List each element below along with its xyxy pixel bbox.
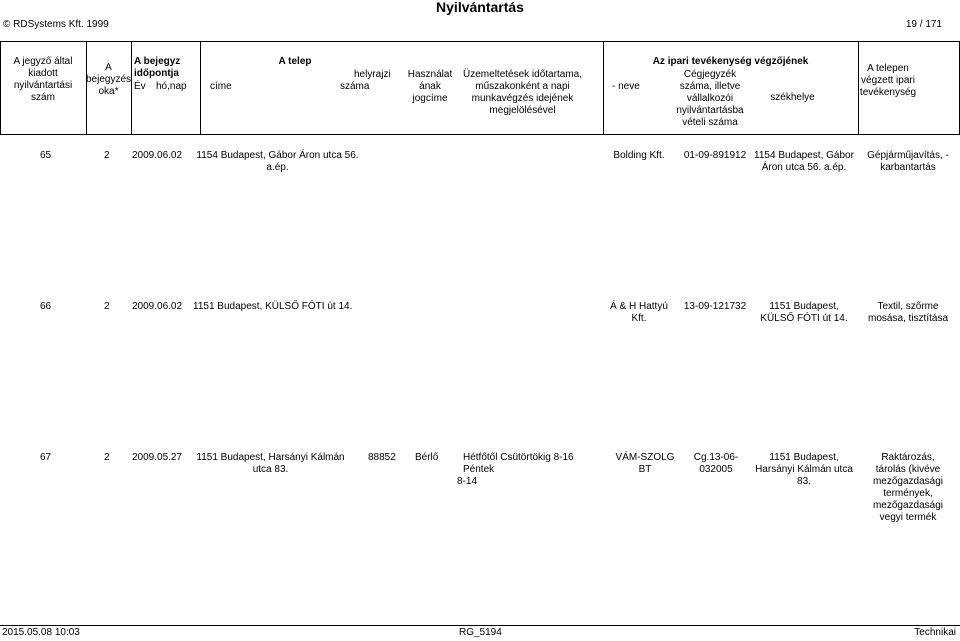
row-address: 1151 Budapest, Harsányi Kálmán utca 83. xyxy=(196,452,345,475)
row-parcel-number: 88852 xyxy=(368,452,396,463)
row-number: 65 xyxy=(40,150,52,161)
row-registration-number: 01-09-891912 xyxy=(683,150,747,161)
page-number xyxy=(890,19,942,30)
row-registration-number: Cg.13-06- 032005 xyxy=(693,452,739,475)
company-copyright: © RDSystems Kft. 1999 xyxy=(3,19,109,30)
row-registration-number: 13-09-121732 xyxy=(683,301,747,312)
table-row xyxy=(0,452,960,622)
row-address: 1151 Budapest, KÜLSŐ FÓTI út 14. xyxy=(193,301,353,312)
header-honap: hó,nap xyxy=(156,81,187,92)
header-bejegyzes-idopontja: A bejegyz időpontja xyxy=(134,56,181,79)
footer-code: RG_5194 xyxy=(459,627,502,638)
header-telep: A telep xyxy=(278,56,312,67)
footer-rule xyxy=(0,625,960,626)
row-date: 2009.06.02 xyxy=(132,301,183,312)
header-cegjegyzek: Cégjegyzék száma, illetve vállalkozói nyilvántartásba vételi száma xyxy=(676,69,744,128)
row-activity: Raktározás, tárolás (kivéve mezőgazdasági termények, mezőgazdasági vegyi termék xyxy=(872,452,944,523)
header-ev: Év xyxy=(134,81,146,92)
footer-type: Technikai xyxy=(914,627,956,638)
page-total: 171 xyxy=(925,19,942,30)
row-company-name: VÁM-SZOLG BT xyxy=(615,452,675,475)
header-ipari-tevekenyseg: Az ipari tevékenység végzőjének xyxy=(652,56,809,67)
row-number: 66 xyxy=(40,301,52,312)
header-cime: címe xyxy=(210,81,232,92)
row-activity: Textil, szőrme mosása, tisztítása xyxy=(867,301,949,324)
row-company-name: Á & H Hattyú Kft. xyxy=(610,301,668,324)
header-neve: - neve xyxy=(612,81,640,92)
header-tevekenyseg: A telepen végzett ipari tevékenység xyxy=(859,63,917,98)
header-divider xyxy=(131,41,132,134)
header-bottom-rule xyxy=(0,134,960,135)
row-date: 2009.06.02 xyxy=(132,150,183,161)
row-reason: 2 xyxy=(104,452,110,463)
page-separator: / xyxy=(919,19,923,30)
header-jegyzo: A jegyző által kiadott nyilvántartási szám xyxy=(13,56,73,103)
row-number: 67 xyxy=(40,452,52,463)
row-reason: 2 xyxy=(104,301,110,312)
header-divider xyxy=(603,41,604,134)
row-usage: Bérlő xyxy=(415,452,439,463)
row-address: 1154 Budapest, Gábor Áron utca 56. a.ép. xyxy=(196,150,359,173)
row-seat: 1151 Budapest, Harsányi Kálmán utca 83. xyxy=(755,452,853,487)
table-row xyxy=(0,301,960,431)
footer-date: 2015.05.08 10:03 xyxy=(2,627,80,638)
header-helyrajzi: helyrajzi száma xyxy=(340,69,391,92)
header-szekhely: székhelye xyxy=(770,92,815,103)
header-divider xyxy=(200,41,201,134)
header-uzemeltetes: Üzemeltetések időtartama, műszakonként a napi munkavégzés idejének megjelölésével xyxy=(463,69,582,116)
table-row xyxy=(0,150,960,280)
row-activity: Gépjárműjavítás, - karbantartás xyxy=(867,150,949,173)
page-title: Nyilvántartás xyxy=(436,0,524,15)
page-current: 19 xyxy=(905,19,917,30)
row-date: 2009.05.27 xyxy=(132,452,183,463)
row-reason: 2 xyxy=(104,150,110,161)
header-bejegyzes-oka: A bejegyzés oka* xyxy=(86,62,132,97)
row-company-name: Bolding Kft. xyxy=(613,150,665,161)
row-seat: 1154 Budapest, Gábor Áron utca 56. a.ép. xyxy=(754,150,854,173)
row-operation-hours: Hétfőtől Csütörtökig 8-16 Péntek 8-14 xyxy=(457,452,574,487)
header-top-rule xyxy=(0,41,960,42)
header-hasznalat: Használat ának jogcíme xyxy=(407,69,453,104)
row-seat: 1151 Budapest, KÜLSŐ FÓTI út 14. xyxy=(760,301,848,324)
